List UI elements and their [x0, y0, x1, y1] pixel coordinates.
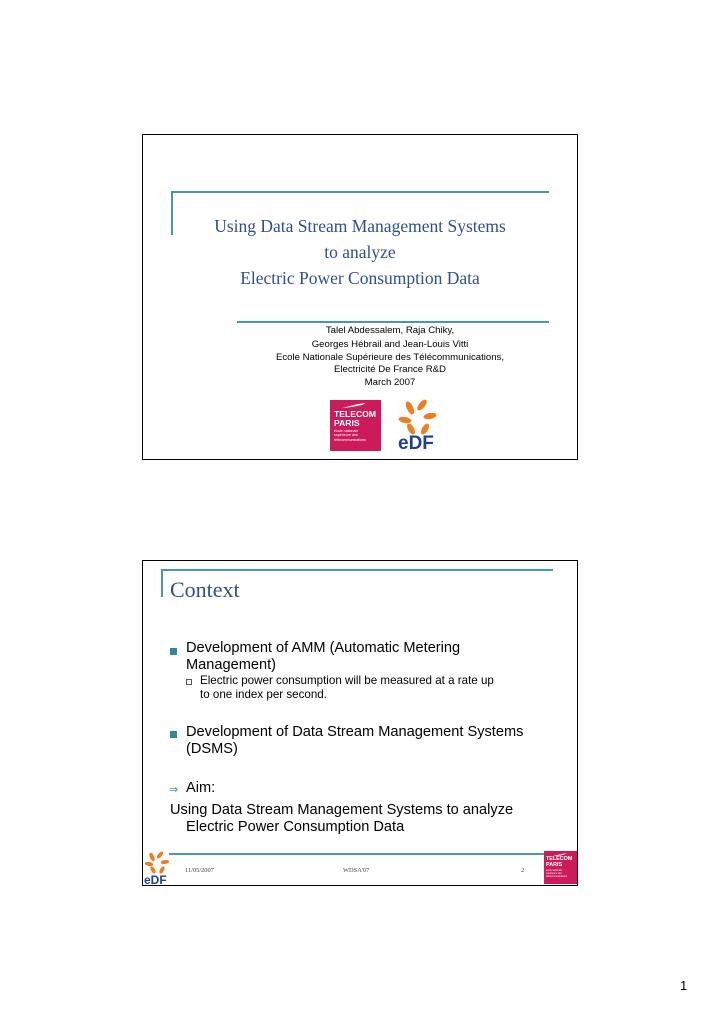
- edf-logo: [397, 399, 441, 451]
- footer-telecom-sub1: école nationale: [546, 869, 563, 872]
- bullet-icon: [170, 731, 177, 738]
- title-rule-top: [171, 191, 549, 193]
- arrow-right-icon: ⇒: [169, 784, 179, 796]
- telecom-logo-sub2: supérieure des: [334, 433, 358, 438]
- sub-bullet-line-2: to one index per second.: [200, 688, 327, 701]
- footer-telecom-name2: PARIS: [546, 861, 563, 868]
- page-number: 1: [680, 978, 688, 993]
- bullet-1-line-1: Development of AMM (Automatic Metering: [186, 640, 461, 656]
- footer-edf-logo: [144, 851, 172, 885]
- bullet-2-line-1: Development of Data Stream Management Systems: [186, 724, 524, 740]
- title-line-3: Electric Power Consumption Data: [240, 268, 480, 288]
- footer-telecom-name: TELECOM: [546, 856, 573, 862]
- title-slide: [142, 134, 578, 460]
- sub-bullet-icon: [186, 679, 192, 685]
- telecom-logo-sub1: école nationale: [334, 429, 359, 433]
- bullet-2-line-2: (DSMS): [186, 741, 238, 757]
- context-rule-top: [161, 569, 553, 571]
- footer-edf-logo-text: eDF: [144, 873, 167, 885]
- authors-rule: [237, 321, 549, 323]
- title-line-2: to analyze: [324, 242, 396, 262]
- footer-page: 2: [521, 867, 525, 874]
- slide-title: Context: [170, 577, 240, 602]
- edf-flower-icon: [398, 399, 437, 436]
- title-line-1: Using Data Stream Management Systems: [214, 216, 506, 236]
- telecom-logo-name: TELECOM: [334, 409, 377, 419]
- author-block: [203, 325, 577, 389]
- telecom-logo-sub3: télécommunications: [334, 437, 366, 442]
- affiliation-line-2: Electricité De France R&D: [334, 363, 446, 375]
- affiliation-line-1: Ecole Nationale Supérieure des Télécommunications,: [275, 352, 505, 363]
- footer-rule: [169, 853, 547, 855]
- telecom-logo-name2: PARIS: [334, 418, 360, 428]
- context-rule-left: [161, 569, 163, 597]
- footer-event: WDSA'07: [343, 867, 370, 874]
- bullet-icon: [170, 648, 177, 655]
- author-line-2: Georges Hébrail and Jean-Louis Vitti: [311, 338, 469, 350]
- aim-label: Aim:: [186, 780, 216, 796]
- aim-line-2: Electric Power Consumption Data: [186, 819, 405, 835]
- footer-telecom-logo: [544, 851, 577, 884]
- footer-date: 11/05/2007: [185, 867, 214, 874]
- date-line: March 2007: [364, 377, 416, 388]
- telecom-paris-logo: [330, 400, 381, 451]
- slide-title: [143, 213, 577, 291]
- footer-telecom-sub3: télécommunications: [546, 874, 568, 878]
- edf-flower-icon: [144, 851, 169, 874]
- context-slide: [142, 560, 578, 886]
- footer-telecom-sub2: supérieure des: [546, 871, 562, 875]
- aim-line-1: Using Data Stream Management Systems to analyze: [170, 802, 514, 818]
- author-line-1: Talel Abdessalem, Raja Chiky,: [325, 325, 455, 336]
- sub-bullet-line-1: Electric power consumption will be measured at a rate up: [200, 674, 494, 687]
- bullet-1-line-2: Management): [186, 657, 277, 673]
- edf-logo-text: eDF: [398, 433, 434, 451]
